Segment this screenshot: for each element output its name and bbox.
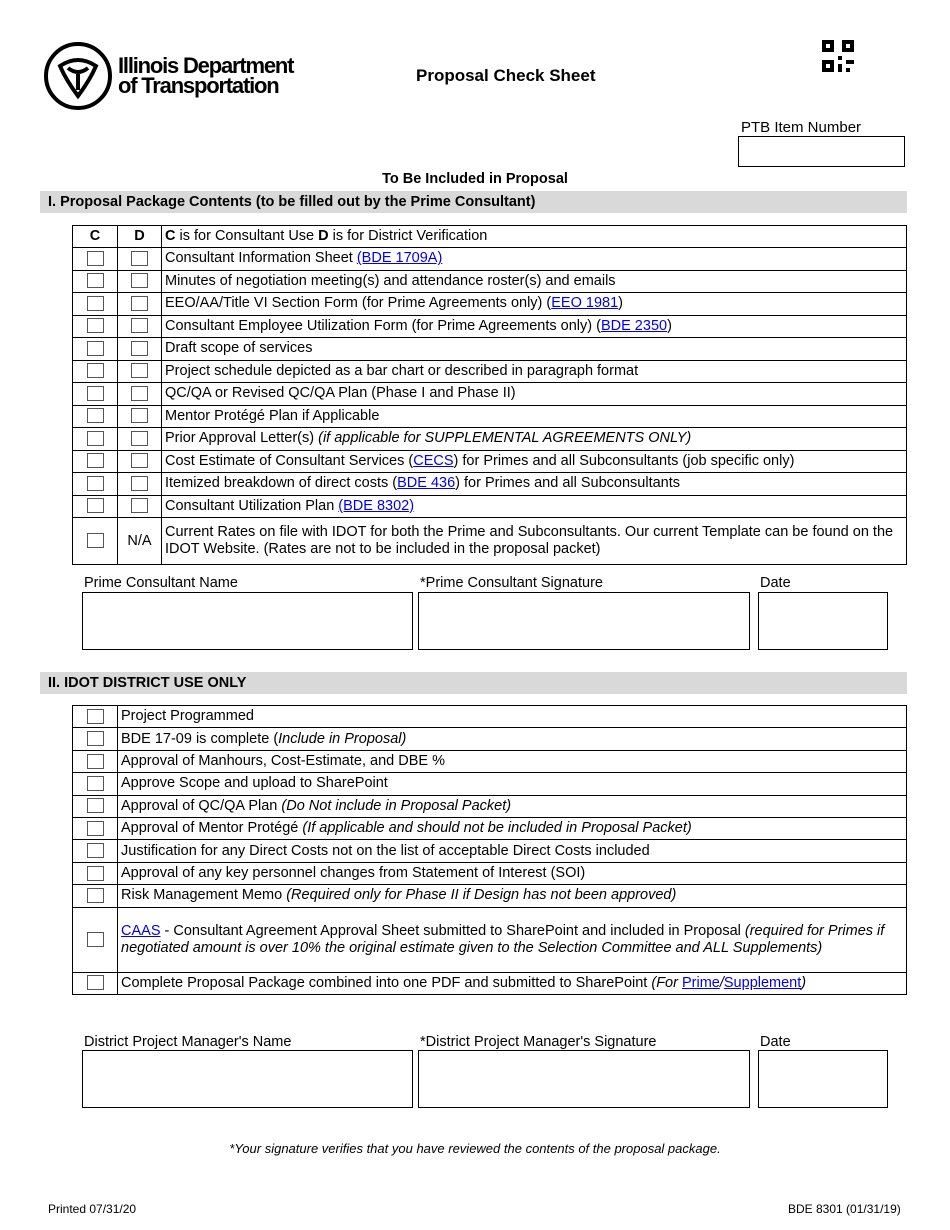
table-row: [73, 360, 907, 383]
form-link[interactable]: Supplement: [723, 974, 802, 991]
text-segment: Project Programmed: [121, 708, 254, 725]
pm-signature-label: *District Project Manager's Signature: [420, 1034, 657, 1050]
district-checkbox[interactable]: [131, 498, 148, 513]
consultant-checkbox[interactable]: [87, 318, 104, 333]
legend-text: [162, 226, 907, 248]
text-segment: BDE 17-09 is complete (: [121, 730, 279, 747]
text-segment: Prior Approval Letter(s): [165, 430, 319, 447]
text-segment: - Consultant Agreement Approval Sheet submitted to SharePoint and included in Proposal: [160, 922, 745, 939]
item-text: [162, 518, 907, 565]
district-checkbox[interactable]: [87, 709, 104, 724]
text-segment: Minutes of negotiation meeting(s) and attendance roster(s) and emails: [165, 272, 616, 289]
table-row: [73, 885, 907, 907]
consultant-checkbox[interactable]: [87, 431, 104, 446]
table-row: [73, 473, 907, 496]
text-segment: (required for Primes if negotiated amount is over 10% the original estimate given to the Selection Committee and ALL Supplements): [121, 922, 885, 956]
prime-date-field[interactable]: [758, 592, 888, 650]
text-segment: /: [719, 974, 724, 991]
idot-logo: [44, 42, 293, 110]
text-segment: Draft scope of services: [165, 340, 313, 357]
page-title: Proposal Check Sheet: [416, 66, 596, 85]
form-link[interactable]: CECS: [413, 452, 454, 469]
district-checkbox[interactable]: [87, 888, 104, 903]
table-row: [73, 862, 907, 884]
table-row: [73, 907, 907, 972]
district-checkbox[interactable]: [131, 296, 148, 311]
col-c-header: C: [73, 226, 118, 248]
text-segment: Complete Proposal Package combined into one PDF and submitted to SharePoint: [121, 974, 652, 991]
item-text: [118, 907, 907, 972]
form-link[interactable]: (BDE 1709A): [356, 250, 443, 267]
col-d-header: D: [118, 226, 162, 248]
item-text: [118, 972, 907, 994]
table-row: [73, 270, 907, 293]
consultant-checkbox[interactable]: [87, 453, 104, 468]
signature-note: *Your signature verifies that you have reviewed the contents of the proposal package.: [229, 1141, 721, 1156]
ptb-item-input[interactable]: [738, 136, 905, 167]
pm-name-label: District Project Manager's Name: [84, 1034, 292, 1050]
table-row: [73, 495, 907, 518]
text-segment: QC/QA or Revised QC/QA Plan (Phase I and Phase II): [165, 385, 516, 402]
district-checkbox[interactable]: [87, 975, 104, 990]
item-text: [162, 315, 907, 338]
form-link[interactable]: BDE 436: [397, 475, 456, 492]
text-segment: ) for Primes and all Subconsultants (job specific only): [453, 452, 795, 469]
idot-emblem-icon: [44, 42, 112, 110]
table-row: [73, 428, 907, 451]
form-id: BDE 8301 (01/31/19): [788, 1202, 901, 1216]
consultant-checkbox[interactable]: [87, 341, 104, 356]
section2-title: II. IDOT DISTRICT USE ONLY: [40, 672, 907, 694]
table-row: [73, 750, 907, 772]
table-row: [73, 817, 907, 839]
form-link[interactable]: Prime: [681, 974, 720, 991]
text-segment: ): [618, 295, 624, 312]
text-segment: Approval of Manhours, Cost-Estimate, and DBE %: [121, 752, 445, 769]
text-segment: Project schedule depicted as a bar chart or described in paragraph format: [165, 362, 639, 379]
text-segment: Include in Proposal): [278, 730, 407, 747]
district-checkbox[interactable]: [87, 866, 104, 881]
ptb-item-label: PTB Item Number: [741, 119, 862, 136]
item-text: [162, 270, 907, 293]
text-segment: (if applicable for SUPPLEMENTAL AGREEMENTS ONLY): [318, 430, 692, 447]
consultant-checkbox[interactable]: [87, 498, 104, 513]
table-row: [73, 315, 907, 338]
item-text: [162, 405, 907, 428]
text-segment: Itemized breakdown of direct costs (: [165, 475, 398, 492]
consultant-checkbox[interactable]: [87, 273, 104, 288]
prime-signature-field[interactable]: [418, 592, 750, 650]
prime-name-field[interactable]: [82, 592, 413, 650]
text-segment: Consultant Utilization Plan: [165, 497, 339, 514]
table-row: [73, 248, 907, 271]
table-row: [73, 338, 907, 361]
district-checkbox[interactable]: [131, 453, 148, 468]
form-link[interactable]: BDE 2350: [600, 317, 668, 334]
district-checkbox[interactable]: [87, 754, 104, 769]
district-checkbox[interactable]: [131, 431, 148, 446]
pm-signature-field[interactable]: [418, 1050, 750, 1108]
item-text: [162, 293, 907, 316]
prime-signature-label: *Prime Consultant Signature: [420, 575, 603, 591]
qr-code-icon: [822, 40, 854, 72]
item-text: [118, 773, 907, 795]
item-text: [118, 706, 907, 728]
na-label: N/A: [118, 518, 162, 565]
district-checkbox[interactable]: [131, 273, 148, 288]
text-segment: is for District Verification: [328, 228, 488, 244]
proposal-contents-table: [72, 225, 907, 565]
item-text: [118, 817, 907, 839]
district-checkbox[interactable]: [131, 386, 148, 401]
item-text: [118, 862, 907, 884]
item-text: [162, 473, 907, 496]
form-link[interactable]: EEO 1981: [551, 295, 619, 312]
table-row: [73, 840, 907, 862]
item-text: [118, 728, 907, 750]
text-segment: is for Consultant Use: [175, 228, 319, 244]
text-segment: D: [318, 228, 329, 244]
text-segment: Current Rates on file with IDOT for both the Prime and Subconsultants. Our current Template can be found on the IDOT Website. (Rates are not to be included in the proposal packet): [165, 524, 894, 557]
district-checkbox[interactable]: [87, 821, 104, 836]
item-text: [118, 750, 907, 772]
item-text: [162, 360, 907, 383]
consultant-checkbox[interactable]: [87, 363, 104, 378]
consultant-checkbox[interactable]: [87, 251, 104, 266]
prime-date-label: Date: [760, 575, 791, 591]
item-text: [118, 840, 907, 862]
district-checkbox[interactable]: [131, 251, 148, 266]
district-checkbox[interactable]: [131, 341, 148, 356]
text-segment: ) for Primes and all Subconsultants: [455, 475, 681, 492]
text-segment: Consultant Employee Utilization Form (for Prime Agreements only) (: [165, 317, 601, 334]
item-text: [162, 495, 907, 518]
table-row: [73, 405, 907, 428]
text-segment: (Required only for Phase II if Design has not been approved): [286, 887, 677, 904]
district-checkbox[interactable]: [131, 408, 148, 423]
consultant-checkbox[interactable]: [87, 533, 104, 548]
item-text: [162, 428, 907, 451]
table-row: [73, 795, 907, 817]
item-text: [162, 383, 907, 406]
text-segment: Cost Estimate of Consultant Services (: [165, 452, 414, 469]
pm-date-field[interactable]: [758, 1050, 888, 1108]
table-row: [73, 383, 907, 406]
form-link[interactable]: CAAS: [121, 922, 161, 939]
district-checkbox[interactable]: [87, 776, 104, 791]
district-checkbox[interactable]: [87, 798, 104, 813]
item-text: [118, 885, 907, 907]
prime-name-label: Prime Consultant Name: [84, 575, 238, 591]
text-segment: (For: [651, 974, 682, 991]
consultant-checkbox[interactable]: [87, 408, 104, 423]
district-checkbox[interactable]: [87, 932, 104, 947]
table-row: [73, 706, 907, 728]
section1-title: I. Proposal Package Contents (to be filled out by the Prime Consultant): [40, 191, 907, 213]
org-name-line1: Illinois Department: [118, 53, 294, 78]
text-segment: Approval of QC/QA Plan: [121, 797, 282, 814]
district-checkbox[interactable]: [131, 363, 148, 378]
district-checkbox[interactable]: [131, 476, 148, 491]
printed-date: Printed 07/31/20: [48, 1202, 137, 1216]
to-be-included-heading: To Be Included in Proposal: [382, 171, 568, 187]
pm-name-field[interactable]: [82, 1050, 413, 1108]
district-checkbox[interactable]: [87, 731, 104, 746]
text-segment: Approval of any key personnel changes from Statement of Interest (SOI): [121, 864, 586, 881]
form-link[interactable]: (BDE 8302): [338, 497, 415, 514]
consultant-checkbox[interactable]: [87, 476, 104, 491]
table-row: [73, 773, 907, 795]
text-segment: EEO/AA/Title VI Section Form (for Prime Agreements only) (: [165, 295, 552, 312]
text-segment: (If applicable and should not be included in Proposal Packet): [302, 820, 692, 837]
table-row: [73, 518, 907, 565]
district-checkbox[interactable]: [87, 843, 104, 858]
text-segment: Mentor Protégé Plan if Applicable: [165, 407, 380, 424]
text-segment: ): [801, 974, 807, 991]
pm-date-label: Date: [760, 1034, 791, 1050]
table-row: [73, 728, 907, 750]
text-segment: (Do Not include in Proposal Packet): [281, 797, 512, 814]
consultant-checkbox[interactable]: [87, 386, 104, 401]
item-text: [118, 795, 907, 817]
table-row: [73, 972, 907, 994]
district-use-table: [72, 705, 907, 995]
text-segment: ): [667, 317, 672, 334]
item-text: [162, 338, 907, 361]
text-segment: Justification for any Direct Costs not on the list of acceptable Direct Costs included: [121, 842, 650, 859]
table-row: [73, 450, 907, 473]
text-segment: Approve Scope and upload to SharePoint: [121, 775, 388, 792]
consultant-checkbox[interactable]: [87, 296, 104, 311]
org-name-line2: of Transportation: [118, 73, 279, 98]
table-row: [73, 293, 907, 316]
item-text: [162, 248, 907, 271]
text-segment: Approval of Mentor Protégé: [121, 820, 303, 837]
text-segment: C: [165, 228, 176, 244]
text-segment: Consultant Information Sheet: [165, 250, 357, 267]
district-checkbox[interactable]: [131, 318, 148, 333]
text-segment: Risk Management Memo: [121, 887, 287, 904]
item-text: [162, 450, 907, 473]
